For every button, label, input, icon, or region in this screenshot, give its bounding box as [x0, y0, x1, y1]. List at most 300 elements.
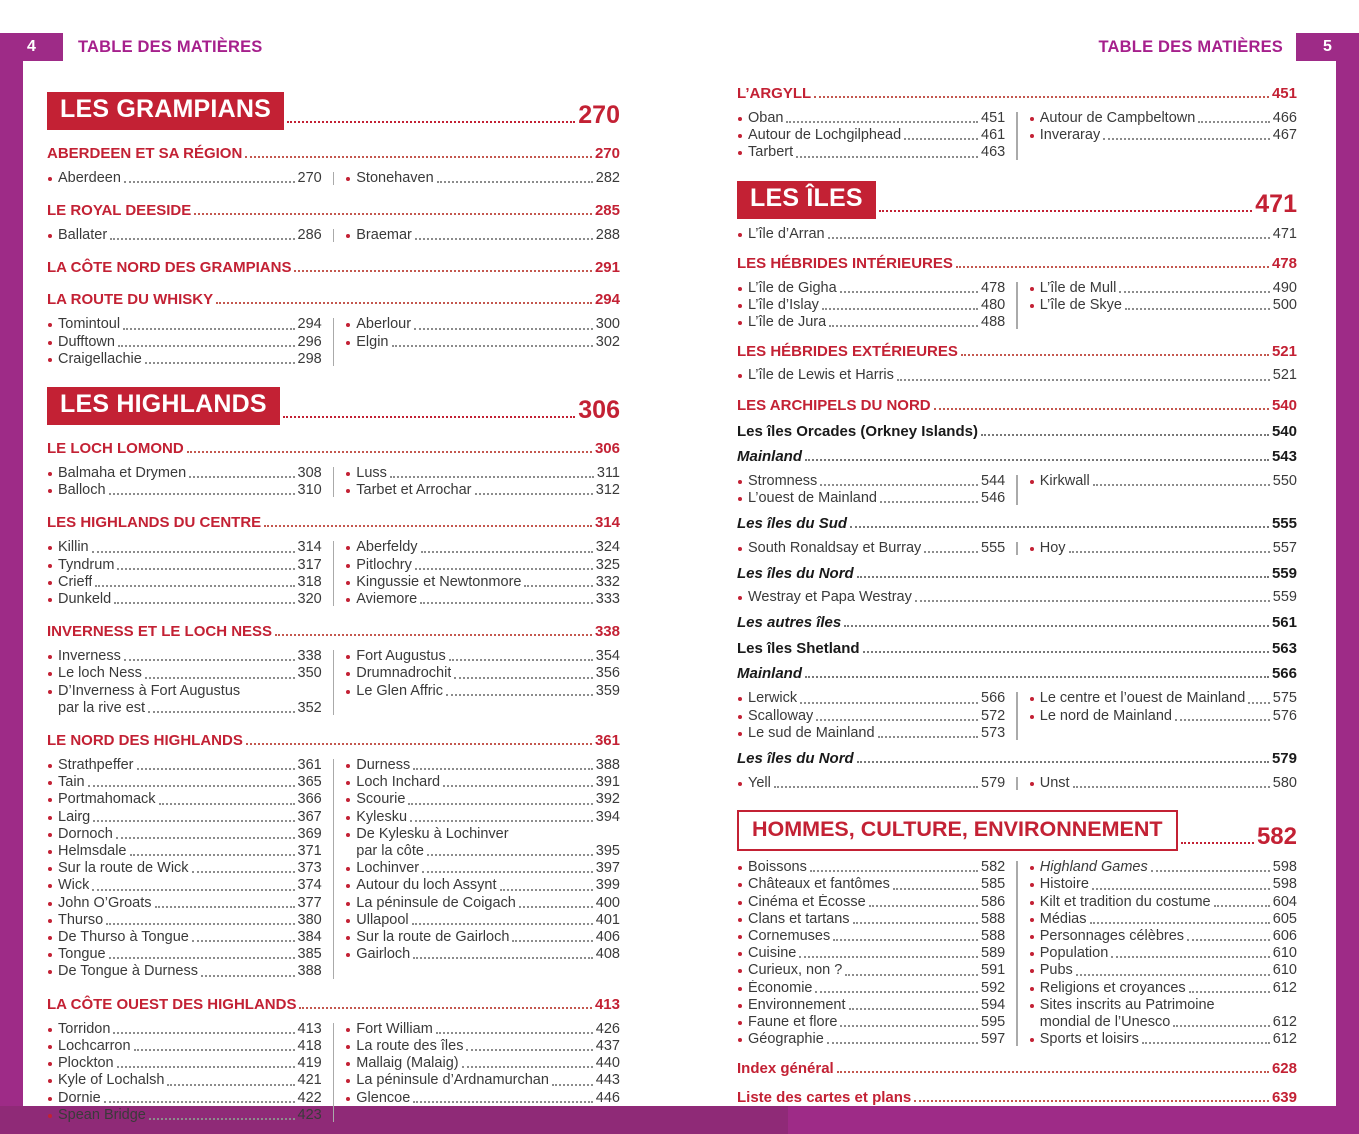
entry-page: 413	[297, 1020, 322, 1037]
entry-page: 270	[297, 170, 322, 186]
column-divider	[1016, 861, 1018, 1046]
entry-page: 580	[1272, 775, 1297, 792]
leader-dots	[201, 975, 295, 977]
entry-page: 397	[595, 860, 620, 877]
leader-dots	[415, 238, 593, 240]
toc-entry	[737, 367, 1297, 384]
toc-entry	[345, 334, 620, 351]
section-heading	[737, 640, 1297, 657]
bullet-icon	[738, 866, 742, 870]
entry-columns	[47, 648, 620, 717]
bullet-icon	[346, 833, 350, 837]
section-heading	[47, 514, 620, 531]
entry-page: 395	[595, 843, 620, 860]
leader-dots	[245, 156, 592, 158]
section-heading	[737, 85, 1297, 102]
leader-dots	[519, 906, 593, 908]
toc-entry	[737, 962, 1005, 979]
chapter-row	[47, 387, 620, 425]
toc-entry	[47, 895, 322, 912]
section-title: LES HÉBRIDES INTÉRIEURES	[737, 254, 953, 272]
leader-dots	[934, 408, 1269, 410]
toc-entry	[737, 297, 1005, 314]
entry-page: 408	[595, 946, 620, 963]
entry-label: Fort Augustus	[356, 648, 446, 665]
toc-entry	[1029, 876, 1297, 893]
section-heading	[737, 1060, 1297, 1077]
entry-columns	[737, 110, 1297, 162]
toc-entry	[345, 895, 620, 912]
entry-label: Économie	[748, 979, 813, 996]
bullet-icon	[48, 234, 52, 238]
toc-entry	[345, 557, 620, 574]
leader-dots	[1069, 551, 1270, 553]
section-heading	[47, 259, 620, 276]
bullet-icon	[738, 918, 742, 922]
leader-dots	[114, 602, 294, 604]
leader-dots	[827, 1042, 978, 1044]
entry-page: 592	[981, 979, 1006, 996]
entry-page: 566	[981, 690, 1006, 707]
column-divider	[1016, 777, 1018, 790]
bullet-icon	[1030, 304, 1034, 308]
entry-page: 463	[981, 144, 1006, 161]
toc-entry	[345, 1090, 620, 1107]
section-title: Les îles Orcades (Orkney Islands)	[737, 422, 978, 440]
bullet-icon	[48, 1114, 52, 1118]
entry-page: 437	[595, 1037, 620, 1054]
bullet-icon	[48, 672, 52, 676]
entry-column-right	[1029, 859, 1297, 1048]
entry-label: Pitlochry	[356, 556, 412, 573]
leader-dots	[1173, 1025, 1269, 1027]
leader-dots	[878, 736, 978, 738]
entry-page: 338	[297, 648, 322, 665]
bullet-icon	[346, 598, 350, 602]
section-heading	[737, 515, 1297, 532]
toc-entry	[1029, 708, 1297, 725]
entry-page: 388	[595, 757, 620, 774]
entry-label: Scalloway	[748, 707, 814, 724]
toc-entry	[47, 334, 322, 351]
toc-entry	[345, 912, 620, 929]
page-number-right: 5	[1323, 38, 1332, 55]
leader-dots	[390, 476, 594, 478]
section-title: Les îles du Sud	[737, 515, 848, 533]
entry-page: 311	[596, 465, 620, 482]
bullet-icon	[48, 489, 52, 493]
section-title: ABERDEEN ET SA RÉGION	[47, 145, 243, 162]
toc-entry	[1029, 894, 1297, 911]
leader-dots	[275, 634, 592, 636]
toc-entry	[1029, 859, 1297, 876]
toc-entry	[1029, 110, 1297, 127]
section-title: LA CÔTE NORD DES GRAMPIANS	[47, 259, 292, 277]
bullet-icon	[738, 151, 742, 155]
bullet-icon	[1030, 1038, 1034, 1042]
entry-page: 573	[981, 724, 1006, 741]
entry-label: Lochcarron	[58, 1037, 131, 1054]
entry-label: L’île de Gigha	[748, 279, 837, 296]
entry-label: Kilt et tradition du costume	[1039, 893, 1211, 910]
leader-dots	[408, 803, 592, 805]
column-divider	[1016, 112, 1018, 160]
entry-page: 612	[1272, 979, 1297, 996]
entry-page: 373	[297, 860, 322, 877]
entry-page: 380	[297, 911, 322, 928]
bullet-icon	[738, 117, 742, 121]
section-page: 563	[1271, 640, 1297, 658]
section-page: 540	[1271, 396, 1297, 414]
entry-label: Le loch Ness	[58, 665, 142, 682]
toc-entry	[47, 1090, 322, 1107]
leader-dots	[145, 362, 295, 364]
toc-entry	[47, 482, 322, 499]
leader-dots	[392, 345, 593, 347]
toc-entry	[345, 227, 620, 244]
entry-label: Craigellachie	[58, 350, 142, 367]
entry-label: Châteaux et fantômes	[748, 876, 890, 893]
leader-dots	[427, 854, 593, 856]
toc-entry	[345, 1021, 620, 1038]
entry-label: Oban	[748, 110, 784, 126]
toc-entry	[47, 1072, 322, 1089]
section-title: LES HIGHLANDS DU CENTRE	[47, 514, 262, 532]
entry-page: 371	[297, 843, 322, 860]
leader-dots	[421, 551, 593, 553]
leader-dots	[799, 956, 978, 958]
leader-dots	[436, 1032, 593, 1034]
leader-dots	[134, 1049, 295, 1051]
bullet-icon	[48, 781, 52, 785]
entry-page: 286	[297, 227, 322, 244]
leader-dots	[814, 96, 1269, 98]
chapter-row	[47, 92, 620, 130]
leader-dots	[148, 711, 295, 713]
bullet-icon	[738, 233, 742, 237]
toc-entry	[47, 539, 322, 556]
entry-label: Balloch	[58, 482, 106, 499]
leader-dots	[446, 694, 593, 696]
leader-dots	[137, 768, 295, 770]
toc-entry	[345, 539, 620, 556]
leader-dots	[1092, 888, 1270, 890]
entry-page: 490	[1272, 279, 1297, 296]
toc-entry	[47, 963, 322, 980]
leader-dots	[805, 676, 1269, 678]
bullet-icon	[738, 715, 742, 719]
bullet-icon	[346, 816, 350, 820]
toc-entry	[47, 1038, 322, 1055]
entry-label: L’île d’Islay	[748, 297, 819, 314]
entry-column-left	[47, 227, 322, 244]
leader-dots	[1103, 138, 1270, 140]
toc-entry	[737, 314, 1005, 331]
leader-dots	[149, 1118, 295, 1120]
section-page: 361	[594, 732, 620, 750]
leader-dots	[849, 1008, 979, 1010]
entry-page: 612	[1272, 1014, 1297, 1031]
leader-dots	[829, 325, 978, 327]
toc-entry	[345, 665, 620, 682]
entry-column-left	[47, 1021, 322, 1124]
bullet-icon	[738, 697, 742, 701]
section-title: LES ARCHIPELS DU NORD	[737, 396, 931, 414]
entry-page: 604	[1272, 893, 1297, 910]
leader-dots	[924, 551, 978, 553]
bullet-icon	[1030, 935, 1034, 939]
entry-page: 612	[1272, 1031, 1297, 1048]
page-right-content	[737, 73, 1297, 1106]
entry-column-left	[737, 473, 1005, 507]
bullet-icon	[738, 1038, 742, 1042]
section-page: 270	[594, 145, 620, 162]
entry-label: Tomintoul	[58, 316, 121, 333]
bullet-icon	[48, 1028, 52, 1032]
bullet-icon	[48, 970, 52, 974]
page-number-badge-right	[1296, 33, 1359, 61]
entry-columns	[47, 316, 620, 368]
toc-entry	[47, 665, 322, 682]
entry-label: L’île de Jura	[748, 314, 827, 331]
entry-label: Lerwick	[748, 690, 798, 707]
entry-page: 610	[1272, 945, 1297, 962]
leader-dots	[92, 551, 295, 553]
toc-entry	[345, 1072, 620, 1089]
toc-entry	[737, 775, 1005, 792]
leader-dots	[92, 889, 294, 891]
bullet-icon	[48, 919, 52, 923]
entry-page: 589	[981, 945, 1006, 962]
leader-dots	[117, 568, 294, 570]
toc-entry	[47, 843, 322, 860]
leader-dots	[189, 476, 294, 478]
entry-label: Helmsdale	[58, 843, 127, 860]
entry-page: 302	[595, 333, 620, 350]
leader-dots	[828, 237, 1270, 239]
leader-dots	[109, 957, 295, 959]
section-page: 285	[594, 202, 620, 220]
toc-entry	[47, 757, 322, 774]
toc-entry	[47, 791, 322, 808]
toc-entry	[345, 482, 620, 499]
section-title: L’ARGYLL	[737, 85, 812, 102]
section-page: 478	[1271, 254, 1297, 272]
entry-label: Drumnadrochit	[356, 665, 452, 682]
bullet-icon	[346, 1097, 350, 1101]
bullet-icon	[738, 1021, 742, 1025]
leader-dots	[118, 345, 295, 347]
bullet-icon	[1030, 901, 1034, 905]
bullet-icon	[346, 936, 350, 940]
entry-label: Kyle of Lochalsh	[58, 1072, 165, 1089]
entry-page: 288	[595, 227, 620, 244]
toc-entry	[737, 980, 1005, 997]
entry-label: Curieux, non ?	[748, 962, 843, 979]
entry-page: 575	[1272, 690, 1297, 707]
leader-dots	[415, 568, 593, 570]
entry-label: Stonehaven	[356, 170, 434, 186]
entry-page: 488	[981, 314, 1006, 331]
bullet-icon	[48, 564, 52, 568]
bullet-icon	[738, 287, 742, 291]
bullet-icon	[738, 374, 742, 378]
section-heading	[737, 665, 1297, 682]
leader-dots	[833, 939, 978, 941]
entry-column-right	[345, 648, 620, 717]
leader-dots	[104, 1101, 295, 1103]
leader-dots	[192, 940, 295, 942]
leader-dots	[981, 434, 1269, 436]
bullet-icon	[738, 321, 742, 325]
entry-label: Autour de Campbeltown	[1039, 110, 1196, 126]
bullet-icon	[48, 884, 52, 888]
entry-page: 466	[1272, 110, 1297, 126]
section-heading	[47, 732, 620, 749]
entry-page: 294	[297, 316, 322, 333]
entry-label: Aberlour	[356, 316, 412, 333]
bullet-icon	[1030, 134, 1034, 138]
entry-label: Cuisine	[748, 945, 797, 962]
entry-page: 374	[297, 877, 322, 894]
toc-entry	[1029, 980, 1297, 997]
column-divider	[333, 172, 335, 185]
entry-label: Kingussie et Newtonmore	[356, 573, 522, 590]
entry-page: 356	[595, 665, 620, 682]
column-divider	[1016, 692, 1018, 740]
entry-page: 385	[297, 946, 322, 963]
bullet-icon	[346, 341, 350, 345]
entry-column-right	[345, 539, 620, 608]
entry-label: Ullapool	[356, 911, 409, 928]
bullet-icon	[346, 234, 350, 238]
section-page: 639	[1271, 1089, 1297, 1107]
leader-dots	[552, 1084, 593, 1086]
entry-label: Braemar	[356, 227, 412, 244]
entry-page: 366	[297, 791, 322, 808]
toc-entry	[1029, 473, 1297, 490]
entry-label: Tarbet et Arrochar	[356, 482, 472, 499]
toc-entry	[47, 683, 322, 700]
entry-label: mondial de l’Unesco	[1039, 1014, 1171, 1031]
entry-label: par la côte	[356, 843, 424, 860]
entry-label: Faune et flore	[748, 1014, 838, 1031]
section-page: 561	[1271, 614, 1297, 632]
entry-page: 597	[981, 1031, 1006, 1048]
entry-label: Plockton	[58, 1055, 114, 1072]
entry-label: Durness	[356, 757, 411, 774]
entry-column-left	[47, 465, 322, 499]
leader-dots	[124, 181, 295, 183]
entry-page: 521	[1272, 367, 1297, 384]
chapter-title: LES HIGHLANDS	[47, 387, 280, 425]
entry-column-right	[1029, 110, 1297, 162]
section-title: LES HÉBRIDES EXTÉRIEURES	[737, 343, 958, 361]
entry-column-left	[737, 775, 1005, 792]
entry-page: 317	[297, 556, 322, 573]
toc-entry	[345, 316, 620, 333]
leader-dots	[414, 328, 593, 330]
chapter-page: 471	[1255, 189, 1297, 218]
entry-label: Dornie	[58, 1089, 101, 1106]
entry-page: 586	[981, 893, 1006, 910]
toc-entry	[1029, 775, 1297, 792]
bullet-icon	[346, 323, 350, 327]
leader-dots	[816, 719, 978, 721]
leader-dots	[822, 308, 978, 310]
entry-label: Boissons	[748, 859, 807, 876]
entry-label: De Kylesku à Lochinver	[356, 825, 509, 842]
entry-label: Hoy	[1039, 540, 1066, 557]
entry-page: 298	[297, 350, 322, 367]
leader-dots	[1151, 870, 1270, 872]
toc-entry	[737, 911, 1005, 928]
bullet-icon	[346, 902, 350, 906]
entry-label: Sur la route de Wick	[58, 860, 189, 877]
entry-label: Histoire	[1039, 876, 1089, 893]
leader-dots	[1111, 956, 1270, 958]
entry-label: De Tongue à Durness	[58, 963, 198, 980]
section-title: LE LOCH LOMOND	[47, 440, 184, 458]
section-title: INVERNESS ET LE LOCH NESS	[47, 623, 273, 641]
section-heading	[47, 291, 620, 308]
entry-page: 598	[1272, 859, 1297, 876]
entry-page: 478	[981, 279, 1006, 296]
leader-dots	[1093, 484, 1270, 486]
toc-entry	[737, 690, 1005, 707]
leader-dots	[810, 870, 978, 872]
bullet-icon	[346, 919, 350, 923]
entry-label: Pubs	[1039, 962, 1073, 979]
toc-entry	[737, 894, 1005, 911]
leader-dots	[840, 291, 978, 293]
entry-page: 572	[981, 707, 1006, 724]
chapter-title: LES GRAMPIANS	[47, 92, 284, 130]
entry-page: 446	[595, 1089, 620, 1106]
entry-columns	[737, 473, 1297, 507]
entry-label: Le sud de Mainland	[748, 724, 875, 741]
section-page: 555	[1271, 515, 1297, 533]
bullet-icon	[346, 581, 350, 585]
toc-entry	[47, 809, 322, 826]
entry-label: La péninsule d’Ardnamurchan	[356, 1072, 549, 1089]
bullet-icon	[48, 764, 52, 768]
entry-label: Scourie	[356, 791, 406, 808]
bullet-icon	[48, 1045, 52, 1049]
section-page: 559	[1271, 565, 1297, 583]
entry-page: 443	[595, 1072, 620, 1089]
entry-page: 401	[595, 911, 620, 928]
entry-column-left	[47, 539, 322, 608]
entry-page: 550	[1272, 472, 1297, 489]
section-title: LE NORD DES HIGHLANDS	[47, 732, 243, 750]
entry-label: L’île de Lewis et Harris	[748, 367, 894, 384]
leader-dots	[1125, 308, 1270, 310]
entry-columns	[737, 859, 1297, 1048]
entry-label: Unst	[1039, 775, 1070, 792]
entry-label: Kirkwall	[1039, 472, 1090, 489]
entry-page: 451	[981, 110, 1006, 126]
section-title: LE ROYAL DEESIDE	[47, 202, 192, 220]
entry-page: 546	[981, 489, 1006, 506]
right-edge-strip	[1336, 61, 1359, 1106]
entry-label: Population	[1039, 945, 1109, 962]
entry-page: 423	[297, 1106, 322, 1123]
leader-dots	[800, 702, 978, 704]
entry-page: 606	[1272, 928, 1297, 945]
toc-entry	[345, 946, 620, 963]
toc-entry-continuation	[1029, 1014, 1297, 1031]
